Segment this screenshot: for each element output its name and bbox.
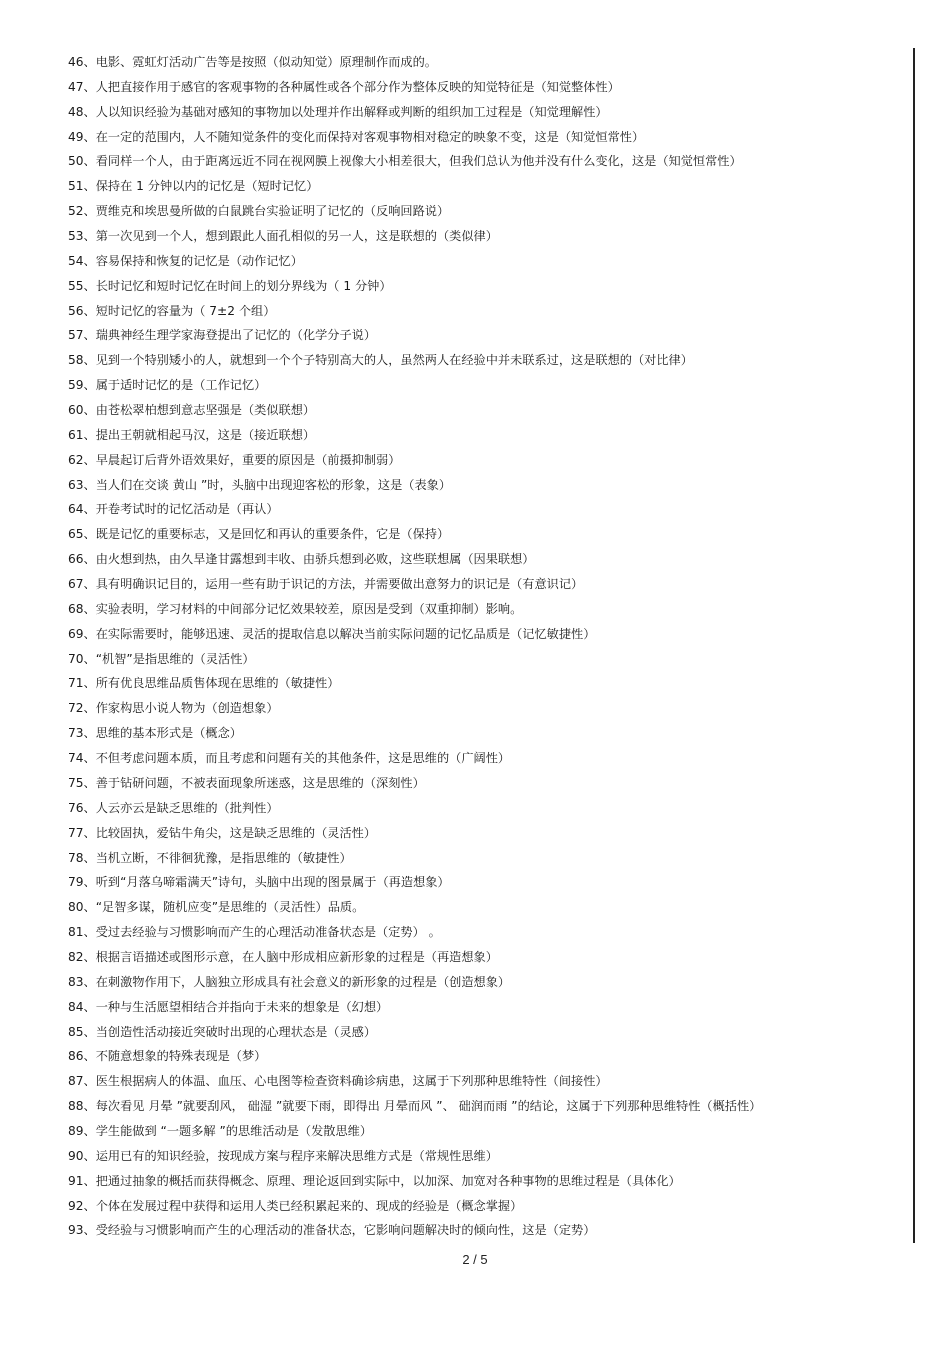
question-item: 51、保持在 1 分钟以内的记忆是（短时记忆） (68, 179, 319, 194)
question-item: 77、比较固执，爱钻牛角尖，这是缺乏思维的（灵活性） (68, 825, 377, 840)
question-item: 69、在实际需要时，能够迅速、灵活的提取信息以解决当前实际问题的记忆品质是（记忆敏捷性） (68, 626, 596, 641)
question-item: 63、当人们在交谈 黄山 ”时，头脑中出现迎客松的形象，这是（表象） (68, 477, 452, 492)
question-item: 68、实验表明，学习材料的中间部分记忆效果较差，原因是受到（双重抑制）影响。 (68, 601, 523, 616)
question-item: 70、“机智”是指思维的（灵活性） (68, 651, 255, 666)
question-item: 92、个体在发展过程中获得和运用人类已经积累起来的、现成的经验是（概念掌握） (68, 1198, 523, 1213)
question-item: 62、早晨起订后背外语效果好，重要的原因是（前摄抑制弱） (68, 452, 401, 467)
question-item: 88、每次看见 月晕 ”就要刮风， 础湿 ”就要下雨，即得出 月晕而风 ”、 础润而雨 ”的结论，这属于下列那种思维特性（概括性） (68, 1099, 762, 1114)
question-item: 75、善于钻研问题，不被表面现象所迷惑，这是思维的（深刻性） (68, 775, 425, 790)
question-item: 59、属于适时记忆的是（工作记忆） (68, 378, 267, 393)
question-item: 52、贾维克和埃思曼所做的白鼠跳台实验证明了记忆的（反响回路说） (68, 204, 450, 219)
question-item: 54、容易保持和恢复的记忆是（动作记忆） (68, 253, 303, 268)
question-item: 84、一种与生活愿望相结合并指向于未来的想象是（幻想） (68, 999, 389, 1014)
question-item: 93、受经验与习惯影响而产生的心理活动的准备状态，它影响问题解决时的倾向性，这是（定势） (68, 1223, 596, 1238)
question-item: 58、见到一个特别矮小的人，就想到一个个子特别高大的人，虽然两人在经验中并未联系过，这是联想的（对比律） (68, 353, 693, 368)
question-item: 66、由火想到热，由久旱逢甘露想到丰收、由骄兵想到必败，这些联想属（因果联想） (68, 552, 535, 567)
question-item: 79、听到“月落乌啼霜满天”诗句，头脑中出现的图景属于（再造想象） (68, 875, 450, 890)
question-item: 81、受过去经验与习惯影响而产生的心理活动准备状态是（定势） 。 (68, 925, 441, 940)
question-item: 61、提出王朝就相起马汉，这是（接近联想） (68, 427, 316, 442)
question-item: 46、电影、霓虹灯活动广告等是按照（似动知觉）原理制作而成的。 (68, 55, 437, 69)
question-item: 60、由苍松翠柏想到意志坚强是（类似联想） (68, 403, 316, 418)
question-item: 91、把通过抽象的概括而获得概念、原理、理论返回到实际中，以加深、加宽对各种事物的思维过程是（具体化） (68, 1173, 681, 1188)
question-item: 55、长时记忆和短时记忆在时间上的划分界线为（ 1 分钟） (68, 278, 392, 293)
question-item: 78、当机立断，不徘徊犹豫，是指思维的（敏捷性） (68, 850, 352, 865)
question-item: 80、“足智多谋，随机应变”是思维的（灵活性）品质。 (68, 900, 365, 915)
right-margin-rule (913, 48, 915, 1243)
page-number: 2 / 5 (462, 1252, 488, 1267)
question-item: 72、作家构思小说人物为（创造想象） (68, 701, 279, 716)
question-item: 83、在刺激物作用下，人脑独立形成具有社会意义的新形象的过程是（创造想象） (68, 974, 511, 989)
question-item: 89、学生能做到 “一题多解 ”的思维活动是（发散思维） (68, 1123, 373, 1138)
question-item: 86、不随意想象的特殊表现是（梦） (68, 1049, 267, 1064)
question-item: 50、看同样一个人，由于距离远近不同在视网膜上视像大小相差很大，但我们总认为他并没有什么变化，这是（知觉恒常性） (68, 154, 742, 169)
question-item: 71、所有优良思维品质售体现在思维的（敏捷性） (68, 676, 340, 691)
question-item: 82、根据言语描述或图形示意，在人脑中形成相应新形象的过程是（再造想象） (68, 949, 498, 964)
question-item: 74、不但考虑问题本质，而且考虑和问题有关的其他条件，这是思维的（广阔性） (68, 751, 511, 766)
question-item: 76、人云亦云是缺乏思维的（批判性） (68, 800, 279, 815)
question-item: 73、思维的基本形式是（概念） (68, 726, 242, 741)
question-item: 57、瑞典神经生理学家海登提出了记忆的（化学分子说） (68, 328, 377, 343)
question-item: 56、短时记忆的容量为（ 7±2 个组） (68, 303, 276, 318)
question-item: 65、既是记忆的重要标志，又是回忆和再认的重要条件，它是（保持） (68, 527, 450, 542)
question-item: 49、在一定的范围内，人不随知觉条件的变化而保持对客观事物相对稳定的映象不变，这是（知觉恒常性） (68, 129, 645, 144)
question-answer-list (68, 50, 908, 1243)
question-item: 67、具有明确识记目的，运用一些有助于识记的方法，并需要做出意努力的识记是（有意识记） (68, 577, 584, 592)
question-item: 53、第一次见到一个人，想到跟此人面孔相似的另一人，这是联想的（类似律） (68, 229, 498, 244)
question-item: 47、人把直接作用于感官的客观事物的各种属性或各个部分作为整体反映的知觉特征是（知觉整体性） (68, 79, 620, 94)
question-item: 48、人以知识经验为基础对感知的事物加以处理并作出解释或判断的组织加工过程是（知觉理解性） (68, 104, 608, 119)
question-item: 87、医生根据病人的体温、血压、心电图等检查资料确诊病患，这属于下列那种思维特性（间接性） (68, 1074, 608, 1089)
question-item: 85、当创造性活动接近突破时出现的心理状态是（灵感） (68, 1024, 377, 1039)
question-item: 64、开卷考试时的记忆活动是（再认） (68, 502, 279, 517)
question-item: 90、运用已有的知识经验，按现成方案与程序来解决思维方式是（常规性思维） (68, 1148, 498, 1163)
